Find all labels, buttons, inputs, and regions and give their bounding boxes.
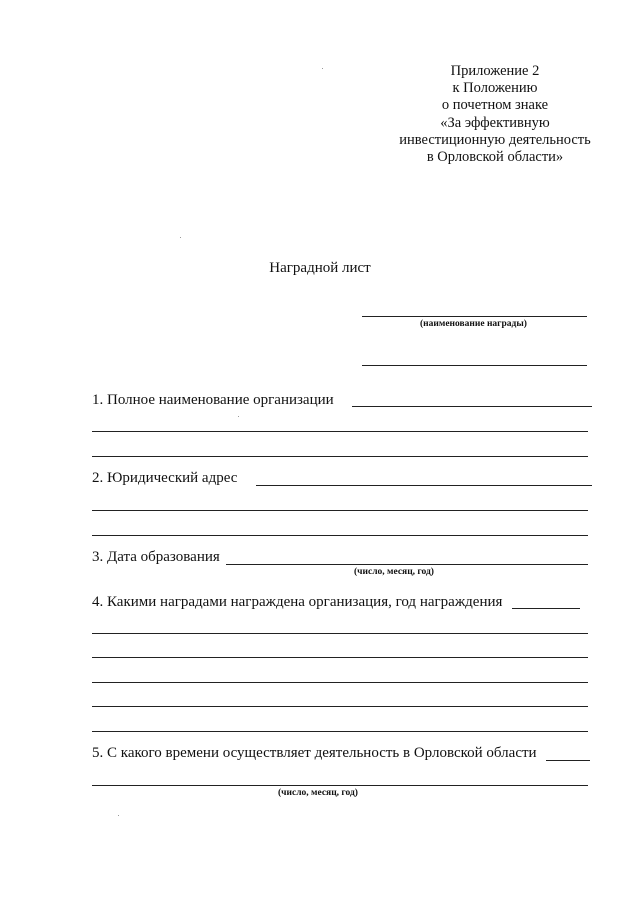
scan-speck — [322, 68, 323, 69]
appendix-line: к Положению — [452, 80, 538, 97]
award-name-line[interactable] — [362, 316, 587, 317]
activity-since-line[interactable] — [546, 760, 590, 761]
awards-line-2[interactable] — [92, 633, 588, 634]
founding-date-line[interactable] — [226, 564, 588, 565]
appendix-line: инвестиционную деятельность — [399, 131, 591, 148]
awards-line-4[interactable] — [92, 682, 588, 683]
appendix-line: «За эффективную — [440, 114, 550, 131]
legal-address-line-3[interactable] — [92, 535, 588, 536]
activity-since-label: 5. С какого времени осуществляет деятельность в Орловской области — [92, 745, 537, 761]
appendix-block — [380, 63, 610, 166]
activity-since-line-2[interactable] — [92, 785, 588, 786]
legal-address-line[interactable] — [256, 485, 592, 486]
scan-speck — [180, 237, 181, 238]
scan-speck — [238, 416, 239, 417]
appendix-line: в Орловской области» — [426, 149, 564, 166]
awards-line-6[interactable] — [92, 731, 588, 732]
organization-name-line[interactable] — [352, 406, 592, 407]
activity-since-caption: (число, месяц, год) — [278, 788, 358, 798]
legal-address-line-2[interactable] — [92, 510, 588, 511]
organization-name-line-3[interactable] — [92, 456, 588, 457]
organization-name-label: 1. Полное наименование организации — [92, 392, 334, 408]
scan-speck — [118, 815, 119, 816]
organization-name-line-2[interactable] — [92, 431, 588, 432]
award-name-line-2[interactable] — [362, 365, 587, 366]
document-title: Наградной лист — [269, 260, 371, 276]
appendix-line: Приложение 2 — [450, 63, 540, 79]
legal-address-label: 2. Юридический адрес — [92, 470, 238, 486]
awards-line[interactable] — [512, 608, 580, 609]
appendix-line: о почетном знаке — [441, 97, 549, 114]
awards-line-3[interactable] — [92, 657, 588, 658]
awards-line-5[interactable] — [92, 706, 588, 707]
founding-date-caption: (число, месяц, год) — [354, 567, 434, 577]
award-name-caption: (наименование награды) — [420, 319, 527, 329]
founding-date-label: 3. Дата образования — [92, 549, 220, 565]
awards-label: 4. Какими наградами награждена организация, год награждения — [92, 594, 503, 610]
